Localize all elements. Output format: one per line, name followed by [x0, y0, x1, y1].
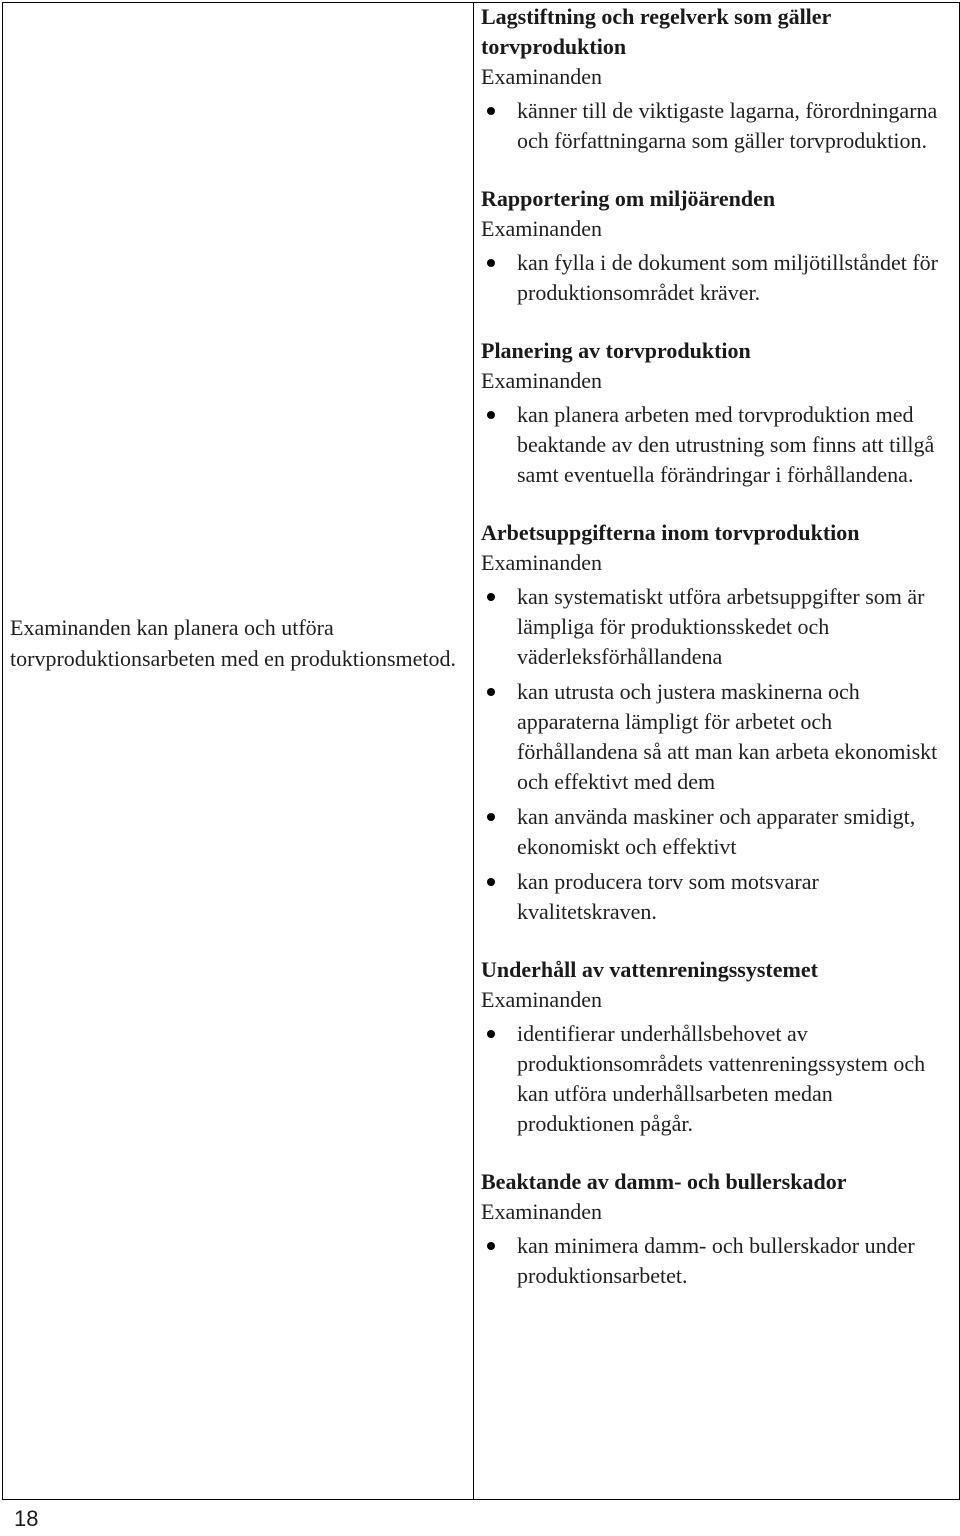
bullet-icon [487, 688, 495, 696]
list-item-text: kan producera torv som motsvarar kvalitetskraven. [517, 869, 819, 924]
bullet-icon [487, 1242, 495, 1250]
list-item-text: känner till de viktigaste lagarna, förordningarna och författningarna som gäller torvproduktion. [517, 98, 938, 153]
section-subject: Examinanden [481, 1199, 602, 1224]
section-heading: Rapportering om miljöärenden [481, 186, 776, 211]
list-item [481, 1231, 951, 1291]
list-item-text: kan minimera damm- och bullerskador under produktionsarbetet. [517, 1233, 915, 1288]
section-heading: Arbetsuppgifterna inom torvproduktion [481, 520, 860, 545]
section-lagstiftning [481, 2, 951, 156]
list-item-text: identifierar underhållsbehovet av produktionsområdets vattenreningssystem och kan utföra underhållsarbeten medan produktionen pågår. [517, 1021, 926, 1136]
list-item [481, 677, 951, 797]
bullet-icon [487, 107, 495, 115]
list-item [481, 867, 951, 927]
objective-cell [10, 612, 460, 674]
objective-text: Examinanden kan planera och utföra torvproduktionsarbeten med en produktionsmetod. [10, 615, 457, 671]
list-item-text: kan systematiskt utföra arbetsuppgifter som är lämpliga för produktionsskedet och väderleksförhållandena [517, 584, 925, 669]
section-subject: Examinanden [481, 550, 602, 575]
criteria-list [481, 1231, 951, 1291]
bullet-icon [487, 411, 495, 419]
list-item-text: kan fylla i de dokument som miljötillståndet för produktionsområdet kräver. [517, 250, 938, 305]
criteria-list [481, 248, 951, 308]
list-item-text: kan utrusta och justera maskinerna och apparaterna lämpligt för arbetet och förhållandena så att man kan arbeta ekonomiskt och effektivt med dem [517, 679, 938, 794]
column-divider [473, 3, 474, 1499]
section-subject: Examinanden [481, 368, 602, 393]
section-subject: Examinanden [481, 216, 602, 241]
list-item [481, 802, 951, 862]
section-damm-buller [481, 1167, 951, 1291]
bullet-icon [487, 878, 495, 886]
list-item-text: kan planera arbeten med torvproduktion med beaktande av den utrustning som finns att tillgå samt eventuella förändringar i förhållandena. [517, 402, 935, 487]
section-heading: Beaktande av damm- och bullerskador [481, 1169, 847, 1194]
section-arbetsuppgifter [481, 518, 951, 927]
list-item [481, 96, 951, 156]
bullet-icon [487, 1030, 495, 1038]
criteria-list [481, 1019, 951, 1139]
list-item [481, 248, 951, 308]
section-rapportering [481, 184, 951, 308]
bullet-icon [487, 259, 495, 267]
criteria-list [481, 582, 951, 927]
list-item-text: kan använda maskiner och apparater smidigt, ekonomiskt och effektivt [517, 804, 916, 859]
section-heading: Lagstiftning och regelverk som gäller torvproduktion [481, 4, 831, 59]
bullet-icon [487, 593, 495, 601]
list-item [481, 400, 951, 490]
list-item [481, 1019, 951, 1139]
section-underhall [481, 955, 951, 1139]
section-subject: Examinanden [481, 64, 602, 89]
section-subject: Examinanden [481, 987, 602, 1012]
section-heading: Planering av torvproduktion [481, 338, 751, 363]
criteria-list [481, 400, 951, 490]
section-planering [481, 336, 951, 490]
bullet-icon [487, 813, 495, 821]
page-number: 18 [14, 1506, 39, 1531]
criteria-cell [481, 2, 951, 1319]
criteria-list [481, 96, 951, 156]
list-item [481, 582, 951, 672]
section-heading: Underhåll av vattenreningssystemet [481, 957, 818, 982]
